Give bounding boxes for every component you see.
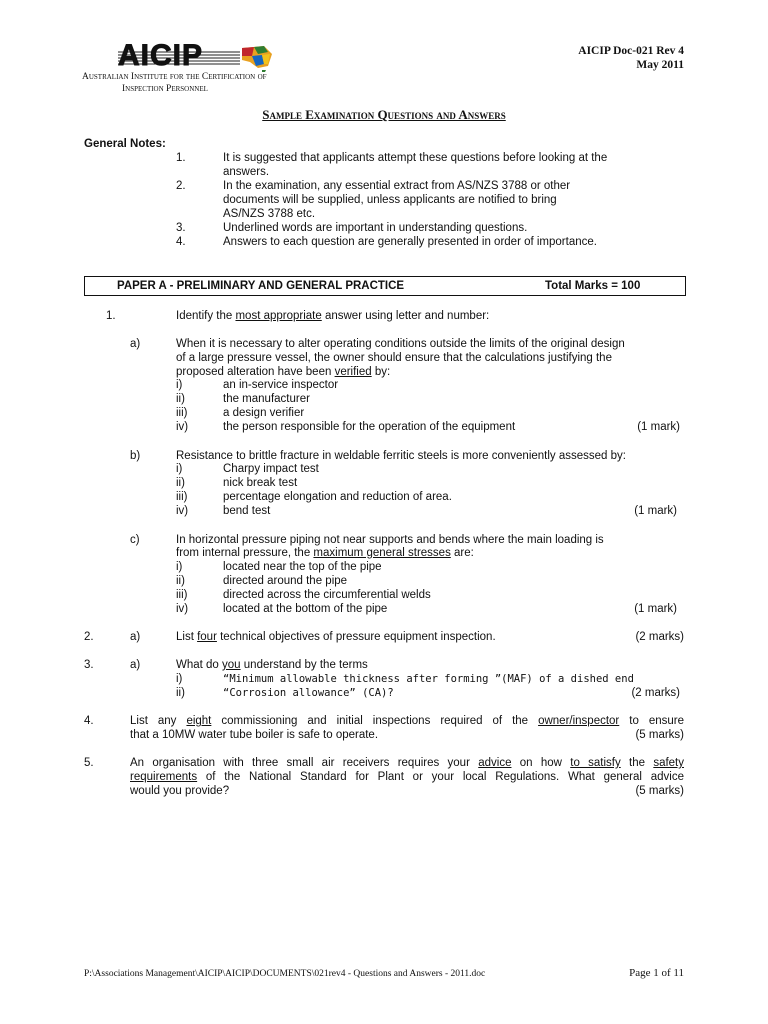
note-num-2: 2. bbox=[176, 180, 186, 192]
q1c-marks: (1 mark) bbox=[634, 603, 677, 615]
option-num: iv) bbox=[176, 421, 189, 433]
q3-number: 3. bbox=[84, 659, 94, 671]
q1a-text bbox=[176, 365, 390, 379]
q1c-underline: maximum general stresses bbox=[313, 547, 451, 559]
q3-text-a: What do bbox=[176, 659, 223, 671]
q5-number: 5. bbox=[84, 757, 94, 769]
doc-ref: AICIP Doc-021 Rev 4 bbox=[578, 45, 684, 57]
option-num: ii) bbox=[176, 687, 185, 699]
q1a-label: a) bbox=[130, 338, 141, 350]
q3-text-b: understand by the terms bbox=[240, 659, 368, 671]
option-num: i) bbox=[176, 673, 183, 685]
q1b-text: Resistance to brittle fracture in weldable ferritic steels is more conveniently assessed by: bbox=[176, 450, 626, 462]
q1a-text-a: proposed alteration have been bbox=[176, 366, 335, 378]
option-text: a design verifier bbox=[223, 407, 305, 419]
note-text: Answers to each question are generally presented in order of importance. bbox=[223, 236, 597, 248]
q4-underline-owner: owner/inspector bbox=[538, 715, 620, 727]
q4-marks: (5 marks) bbox=[635, 729, 684, 741]
option-text: “Minimum allowable thickness after forming ”(MAF) of a dished end bbox=[223, 673, 634, 685]
q5-text-c: the bbox=[620, 757, 654, 769]
q1-intro-underline: most appropriate bbox=[235, 310, 322, 322]
q1-intro-a: Identify the bbox=[176, 310, 236, 322]
org-name-line2: Inspection Personnel bbox=[122, 84, 208, 94]
option-text: located near the top of the pipe bbox=[223, 561, 382, 573]
q5-text-b: on how bbox=[511, 757, 571, 769]
q5-text-a: An organisation with three small air receivers requires your bbox=[130, 757, 479, 769]
q5-underline-advice: advice bbox=[478, 757, 512, 769]
note-num-4: 4. bbox=[176, 236, 186, 248]
q1-intro bbox=[176, 309, 489, 323]
option-text: directed around the pipe bbox=[223, 575, 348, 587]
q1b-label: b) bbox=[130, 450, 141, 462]
option-num: iii) bbox=[176, 491, 188, 503]
q5-text-line2 bbox=[130, 770, 684, 784]
q1c-text bbox=[176, 546, 474, 560]
logo-text: AICIP bbox=[118, 39, 204, 72]
q5-underline-satisfy: to satisfy bbox=[570, 757, 621, 769]
option-num: i) bbox=[176, 379, 183, 391]
q1-number: 1. bbox=[106, 310, 116, 322]
option-text: the manufacturer bbox=[223, 393, 310, 405]
note-text: It is suggested that applicants attempt these questions before looking at the bbox=[223, 152, 608, 164]
q2-marks: (2 marks) bbox=[635, 631, 684, 643]
q1a-text: of a large pressure vessel, the owner should ensure that the calculations justifying the bbox=[176, 352, 612, 364]
option-num: iv) bbox=[176, 505, 189, 517]
q4-number: 4. bbox=[84, 715, 94, 727]
option-text: located at the bottom of the pipe bbox=[223, 603, 388, 615]
q2-text-b: technical objectives of pressure equipment inspection. bbox=[216, 631, 496, 643]
note-text: AS/NZS 3788 etc. bbox=[223, 208, 316, 220]
note-text: Underlined words are important in understanding questions. bbox=[223, 222, 528, 234]
q5-text-line3: would you provide? bbox=[130, 785, 230, 797]
q1a-text-b: by: bbox=[371, 366, 391, 378]
option-num: i) bbox=[176, 561, 183, 573]
q3-text bbox=[176, 658, 368, 672]
footer-path: P:\Associations Management\AICIP\AICIP\DOCUMENTS\021rev4 - Questions and Answers - 2011.doc bbox=[84, 969, 486, 979]
q5-underline-safety: safety bbox=[653, 757, 684, 769]
q1c-text: In horizontal pressure piping not near supports and bends where the main loading is bbox=[176, 534, 604, 546]
note-num-3: 3. bbox=[176, 222, 186, 234]
q4-text-a: List any bbox=[130, 715, 187, 727]
option-text: nick break test bbox=[223, 477, 298, 489]
note-text: documents will be supplied, unless applicants are notified to bring bbox=[223, 194, 557, 206]
option-text: bend test bbox=[223, 505, 271, 517]
option-num: i) bbox=[176, 463, 183, 475]
paper-total-marks: Total Marks = 100 bbox=[545, 280, 641, 292]
q5-text bbox=[130, 756, 684, 770]
page-title: Sample Examination Questions and Answers bbox=[262, 107, 506, 122]
option-text: directed across the circumferential welds bbox=[223, 589, 431, 601]
q5-marks: (5 marks) bbox=[635, 785, 684, 797]
q2-text-a: List bbox=[176, 631, 198, 643]
q1a-marks: (1 mark) bbox=[637, 421, 680, 433]
paper-header-box bbox=[84, 276, 686, 296]
option-num: ii) bbox=[176, 393, 185, 405]
option-num: ii) bbox=[176, 575, 185, 587]
q4-text-b: commissioning and initial inspections required of the bbox=[211, 715, 539, 727]
q4-underline-eight: eight bbox=[186, 715, 212, 727]
q4-text-c: to ensure bbox=[619, 715, 685, 727]
org-name bbox=[82, 71, 267, 95]
option-text: “Corrosion allowance” (CA)? bbox=[223, 687, 394, 699]
q2-text bbox=[176, 630, 496, 644]
q5-underline-requirements: requirements bbox=[130, 771, 198, 783]
q1c-text-b: are: bbox=[450, 547, 474, 559]
q2-label: a) bbox=[130, 631, 141, 643]
q2-underline: four bbox=[197, 631, 217, 643]
option-text: percentage elongation and reduction of area. bbox=[223, 491, 452, 503]
note-num-1: 1. bbox=[176, 152, 186, 164]
option-text: an in-service inspector bbox=[223, 379, 339, 391]
paper-title: PAPER A - PRELIMINARY AND GENERAL PRACTICE bbox=[117, 280, 405, 292]
note-text: answers. bbox=[223, 166, 270, 178]
q5-text-d: of the National Standard for Plant or your local Regulations. What general advice bbox=[197, 771, 684, 783]
option-num: ii) bbox=[176, 477, 185, 489]
option-num: iii) bbox=[176, 589, 188, 601]
q1c-text-a: from internal pressure, the bbox=[176, 547, 314, 559]
org-name-line1: Australian Institute for the Certification of bbox=[82, 72, 267, 82]
notes-heading: General Notes: bbox=[84, 138, 166, 150]
q1-intro-b: answer using letter and number: bbox=[321, 310, 490, 322]
option-num: iv) bbox=[176, 603, 189, 615]
doc-date: May 2011 bbox=[636, 59, 684, 71]
q4-text-line2: that a 10MW water tube boiler is safe to operate. bbox=[130, 729, 379, 741]
option-text: the person responsible for the operation of the equipment bbox=[223, 421, 516, 433]
option-text: Charpy impact test bbox=[223, 463, 319, 475]
page-number: Page 1 of 11 bbox=[629, 967, 684, 979]
q1a-underline: verified bbox=[334, 366, 372, 378]
q1c-label: c) bbox=[130, 534, 140, 546]
note-text: In the examination, any essential extract from AS/NZS 3788 or other bbox=[223, 180, 571, 192]
q1b-marks: (1 mark) bbox=[634, 505, 677, 517]
q3-underline: you bbox=[222, 659, 241, 671]
q4-text bbox=[130, 714, 684, 728]
q1a-text: When it is necessary to alter operating conditions outside the limits of the original design bbox=[176, 338, 625, 350]
option-num: iii) bbox=[176, 407, 188, 419]
q3-label: a) bbox=[130, 659, 141, 671]
q2-number: 2. bbox=[84, 631, 94, 643]
q3-marks: (2 marks) bbox=[631, 687, 680, 699]
